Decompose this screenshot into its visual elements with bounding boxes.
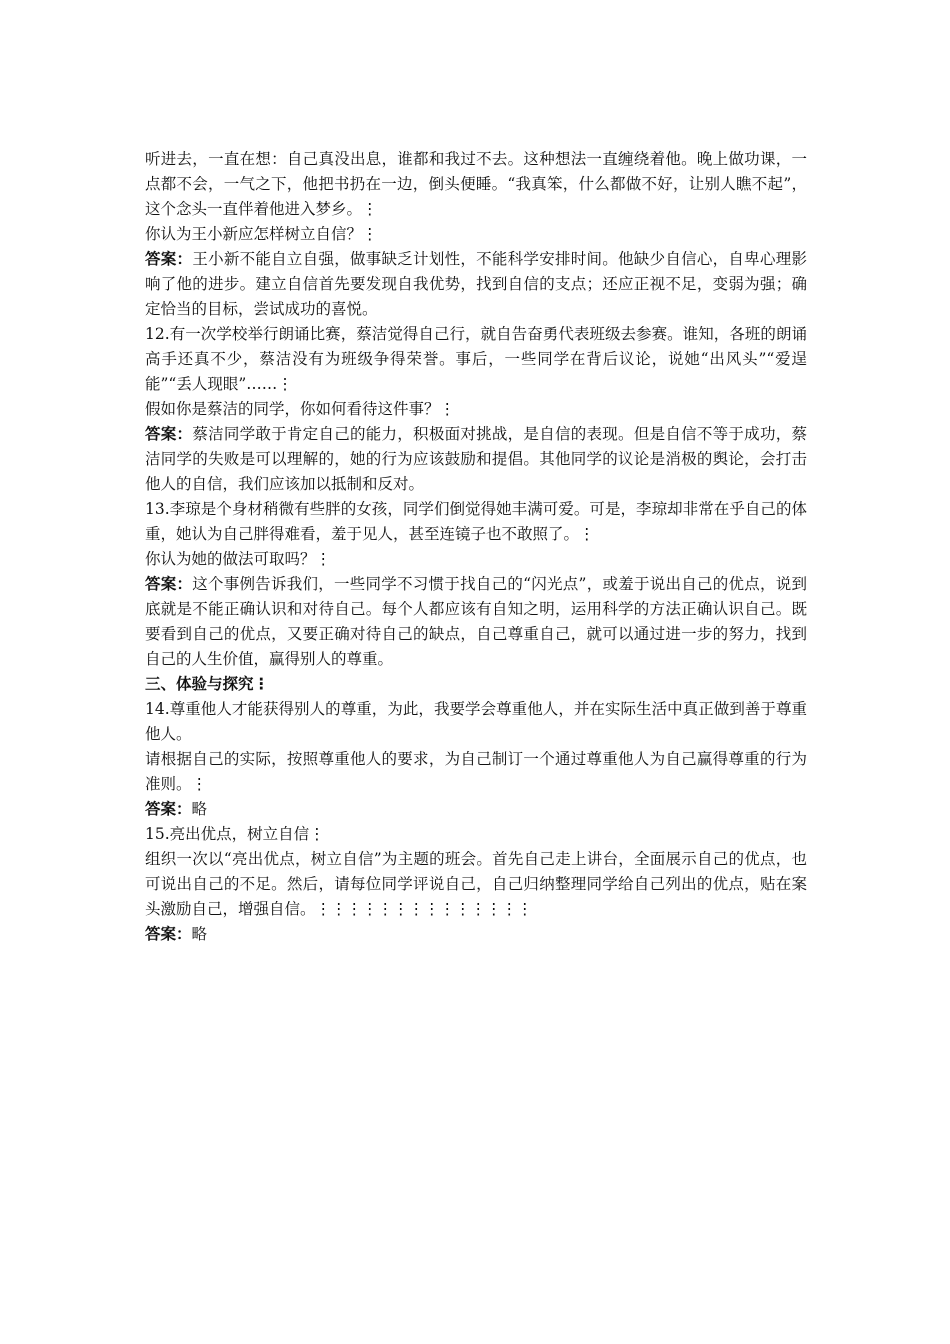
q13-answer-text: 这个事例告诉我们，一些同学不习惯于找自己的“闪光点”，或羞于说出自己的优点，说到底就是不能正确认识和对待自己。每个人都应该有自知之明，运用科学的方法正确认识自己。既要看到自己的优点，又要正确对待自己的缺点，自己尊重自己，就可以通过进一步的努力，找到自己的人生价值，赢得别人的尊重。	[145, 575, 807, 668]
document-page	[145, 147, 807, 947]
q14-stem: 14.尊重他人才能获得别人的尊重，为此，我要学会尊重他人，并在实际生活中真正做到善于尊重他人。	[145, 700, 807, 743]
q15-stem: 15.亮出优点，树立自信⋮	[145, 825, 325, 843]
q13-answer	[145, 572, 807, 672]
q13-stem: 13.李琼是个身材稍微有些胖的女孩，同学们倒觉得她丰满可爱。可是，李琼却非常在乎自己的体重，她认为自己胖得难看，羞于见人，甚至连镜子也不敢照了。⋮	[145, 500, 807, 543]
paragraph-intro-continuation: 听进去，一直在想：自己真没出息，谁都和我过不去。这种想法一直缠绕着他。晚上做功课，一点都不会，一气之下，他把书扔在一边，倒头便睡。“我真笨，什么都做不好，让别人瞧不起”，这个念头一直伴着他进入梦乡。⋮	[145, 150, 807, 218]
q15-answer	[145, 922, 807, 947]
q14-answer	[145, 797, 807, 822]
q11-answer	[145, 247, 807, 322]
q15-answer-text: 略	[191, 925, 208, 943]
answer-label: 答案：	[145, 425, 193, 443]
answer-label: 答案：	[145, 800, 192, 818]
q14-question: 请根据自己的实际，按照尊重他人的要求，为自己制订一个通过尊重他人为自己赢得尊重的行为准则。⋮	[145, 750, 807, 793]
section-heading: 三、体验与探究⋮	[145, 675, 270, 693]
q12-stem: 12.有一次学校举行朗诵比赛，蔡洁觉得自己行，就自告奋勇代表班级去参赛。谁知，各班的朗诵高手还真不少，蔡洁没有为班级争得荣誉。事后，一些同学在背后议论，说她“出风头”“爱逞能”“丢人现眼”……⋮	[145, 325, 807, 393]
answer-label: 答案：	[145, 250, 193, 268]
q12-answer-text: 蔡洁同学敢于肯定自己的能力，积极面对挑战，是自信的表现。但是自信不等于成功，蔡洁同学的失败是可以理解的，她的行为应该鼓励和提倡。其他同学的议论是消极的舆论，会打击他人的自信，我们应该加以抵制和反对。	[145, 425, 807, 493]
q15-question: 组织一次以“亮出优点，树立自信”为主题的班会。首先自己走上讲台，全面展示自己的优点，也可说出自己的不足。然后，请每位同学评说自己，自己归纳整理同学给自己列出的优点，贴在案头激励自己，增强自信。⋮⋮⋮⋮⋮⋮⋮⋮⋮⋮⋮⋮⋮⋮	[145, 850, 807, 918]
q12-answer	[145, 422, 807, 497]
q11-answer-text: 王小新不能自立自强，做事缺乏计划性，不能科学安排时间。他缺少自信心，自卑心理影响了他的进步。建立自信首先要发现自我优势，找到自信的支点；还应正视不足，变弱为强；确定恰当的目标，尝试成功的喜悦。	[145, 250, 807, 318]
q12-question: 假如你是蔡洁的同学，你如何看待这件事？⋮	[145, 400, 456, 418]
answer-label: 答案：	[145, 575, 193, 593]
q14-answer-text: 略	[191, 800, 208, 818]
answer-label: 答案：	[145, 925, 192, 943]
q11-question: 你认为王小新应怎样树立自信？⋮	[145, 225, 378, 243]
q13-question: 你认为她的做法可取吗？⋮	[145, 550, 332, 568]
